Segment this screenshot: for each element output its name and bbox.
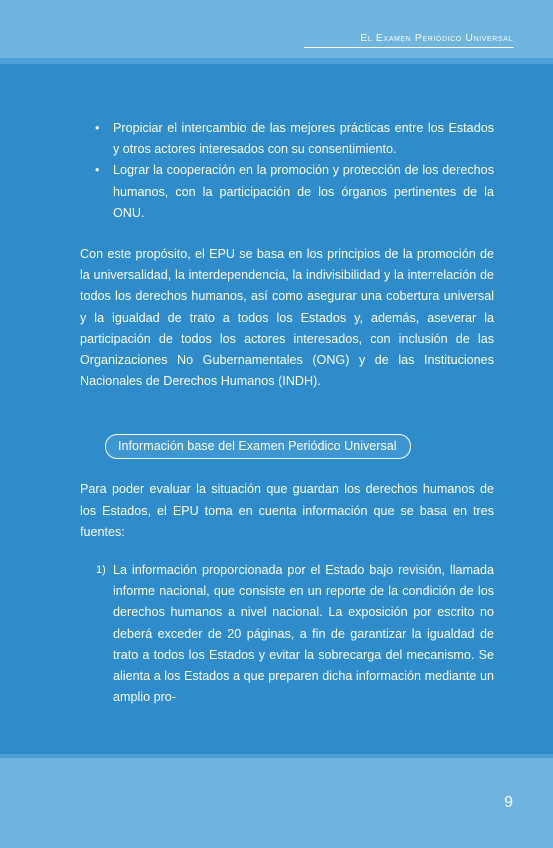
paragraph-sources-intro: Para poder evaluar la situación que guardan los derechos humanos de los Estados, el EPU toma en cuenta información que se basa en tres fuentes: <box>80 482 494 539</box>
header-band-edge <box>0 58 553 64</box>
page-body <box>80 118 494 708</box>
list-item-text: Propiciar el intercambio de las mejores prácticas entre los Estados y otros actores interesados con su consentimiento. <box>113 121 494 157</box>
page-number: 9 <box>504 794 513 811</box>
footer-band <box>0 758 553 848</box>
running-header: El Examen Periódico Universal <box>360 32 513 44</box>
header-rule <box>304 47 514 48</box>
list-item <box>95 160 494 224</box>
list-item-text: La información proporcionada por el Estado bajo revisión, llamada informe nacional, que consiste en un reporte de la condición de los derechos humanos a nivel nacional. La exposición por escrito no deberá exceder de 20 páginas, a fin de garantizar la igualdad de trato a todos los Estados y evitar la sobrecarga del mecanismo. Se alienta a los Estados a que preparen dicha información mediante un amplio pro- <box>113 563 494 705</box>
sources-list <box>80 560 494 708</box>
bullet-icon: • <box>95 163 100 178</box>
list-number: 1) <box>96 564 106 577</box>
objectives-list <box>80 118 494 224</box>
bullet-icon: • <box>95 121 100 135</box>
paragraph-epu-principles: Con este propósito, el EPU se basa en los principios de la promoción de la universalidad, la interdependencia, la indivisibilidad y la interrelación de todos los derechos humanos, así como asegurar una cobertura universal y la igualdad de trato a todos los Estados y, además, aseverar la participación de todos los actores interesados, con inclusión de las Organizaciones No Gubernamentales (ONG) y de las Instituciones Nacionales de Derechos Humanos (INDH). <box>80 247 494 389</box>
list-item <box>95 118 494 160</box>
header-band <box>0 0 553 58</box>
list-item <box>96 560 494 708</box>
section-heading: Información base del Examen Periódico Universal <box>105 434 411 459</box>
list-item-text: Lograr la cooperación en la promoción y protección de los derechos humanos, con la participación de los órganos pertinentes de la ONU. <box>113 163 494 220</box>
